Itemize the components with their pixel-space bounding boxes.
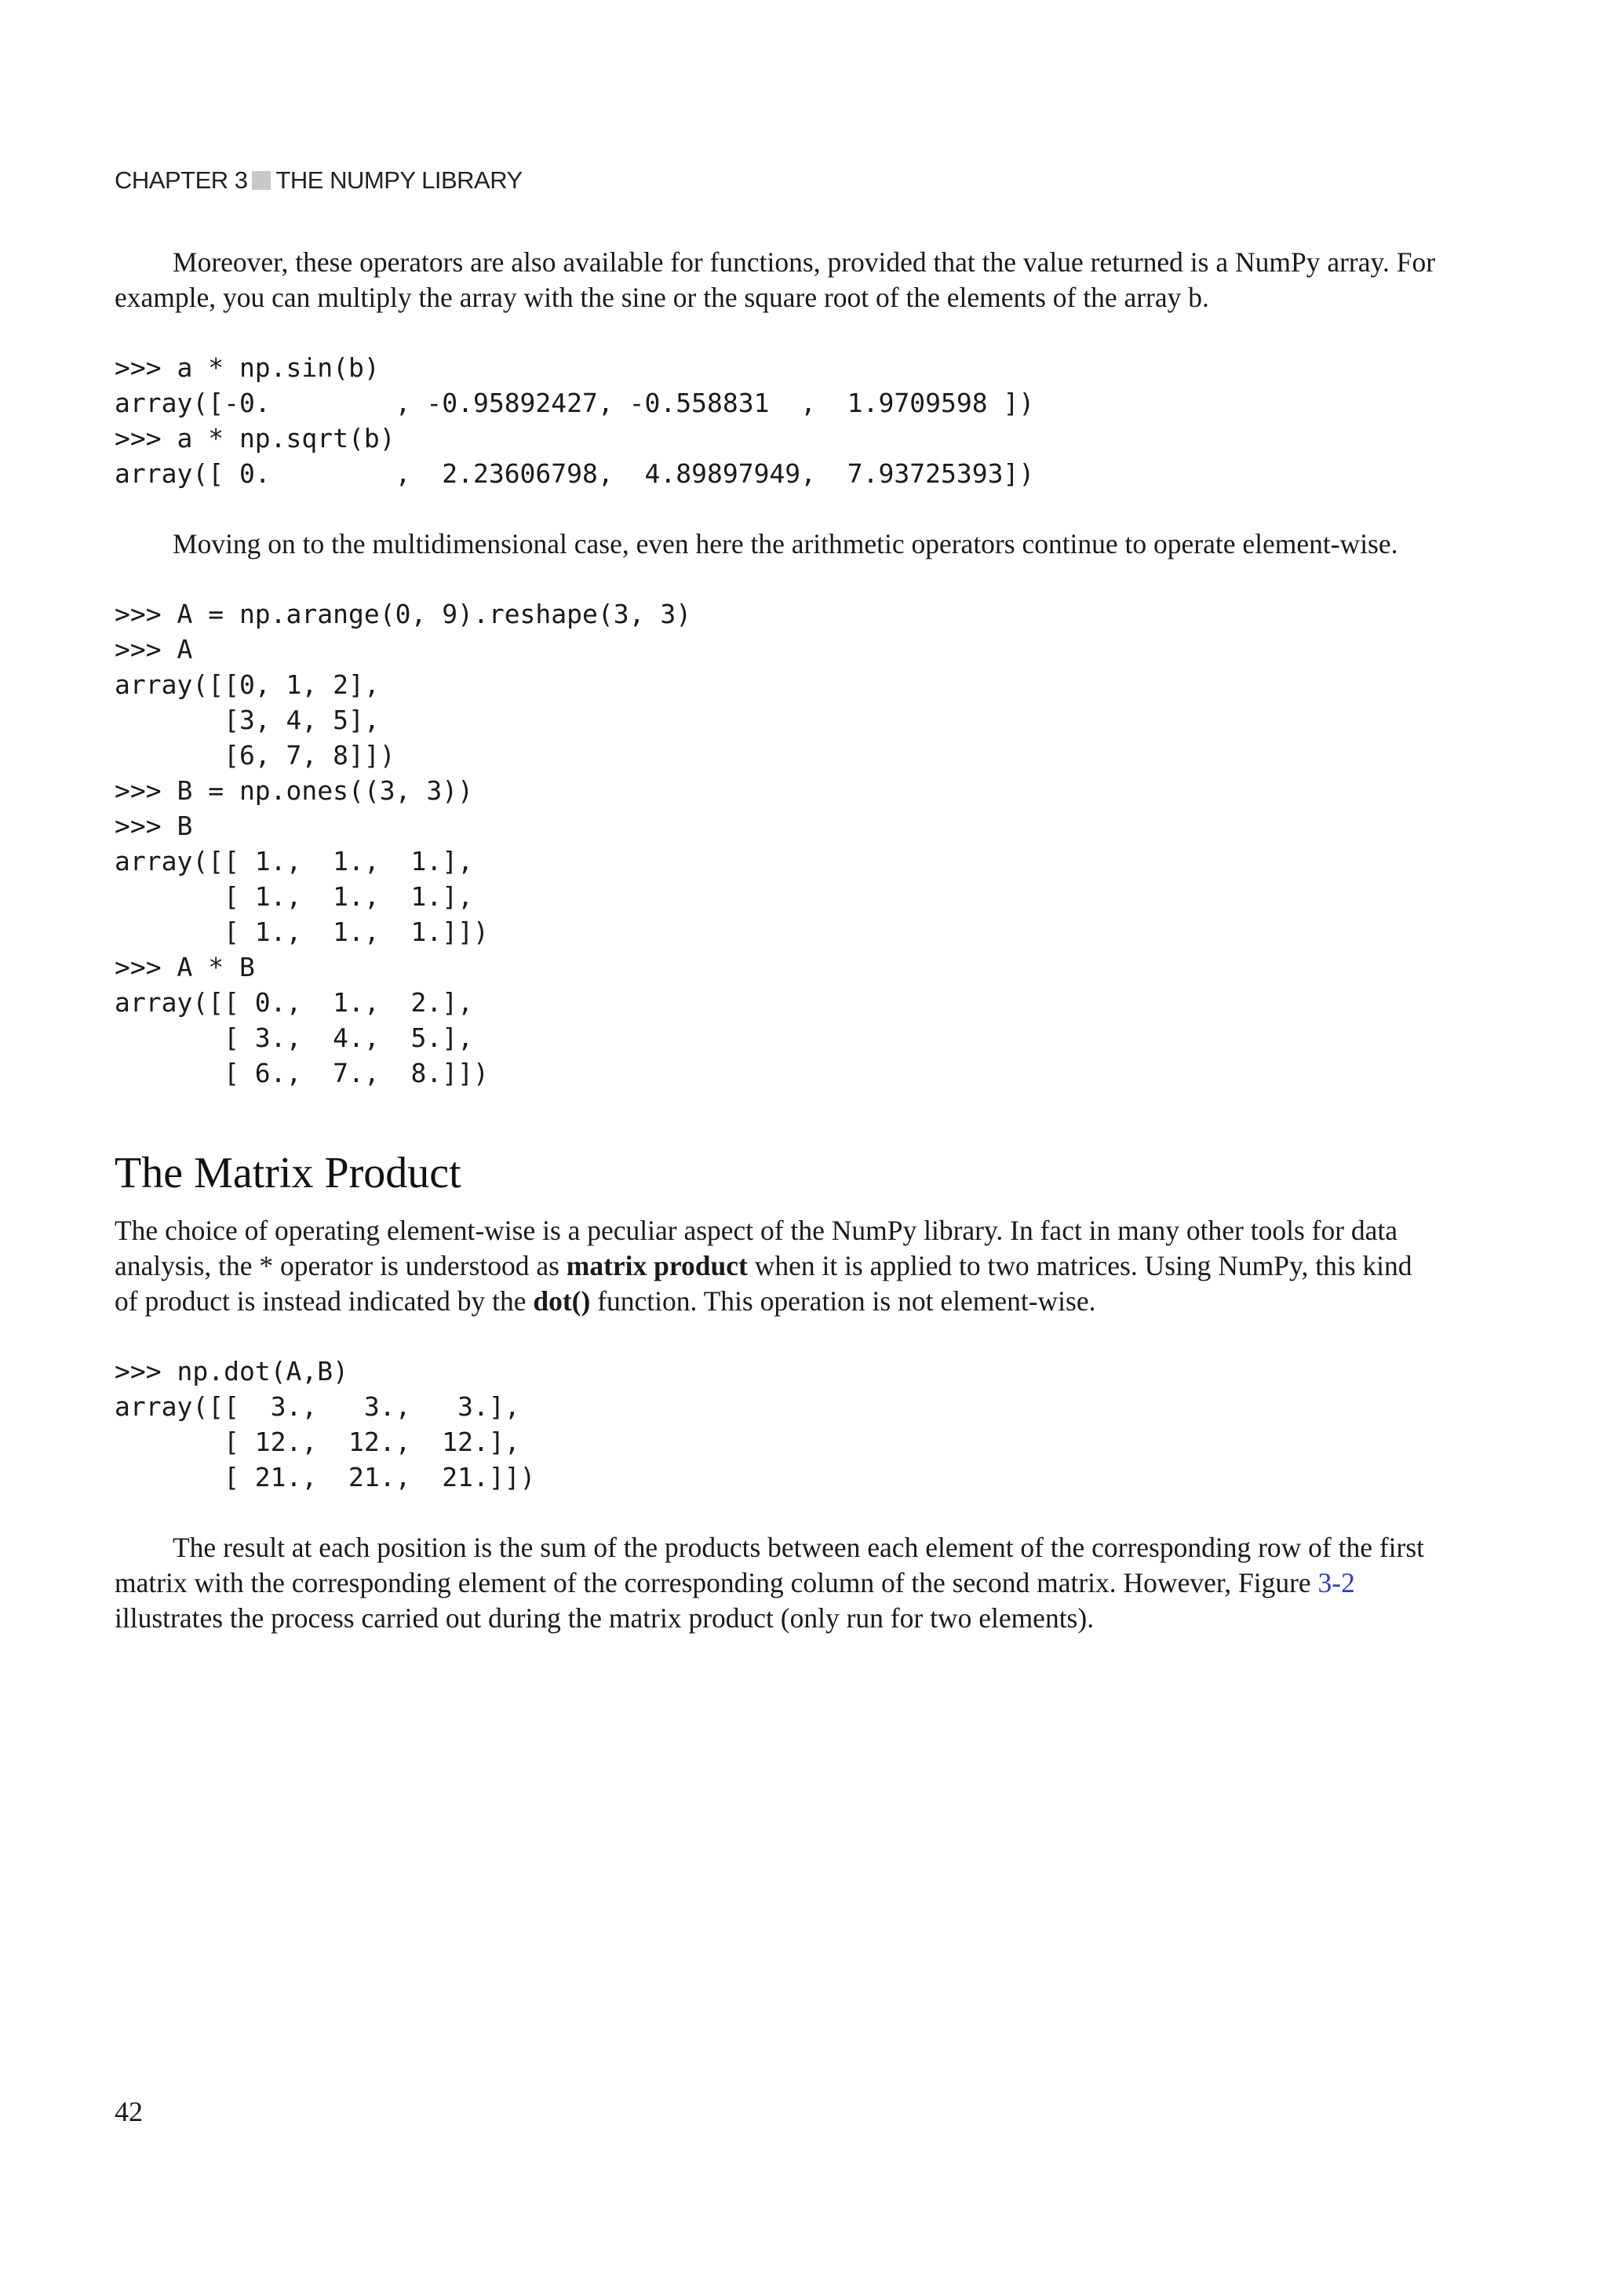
code-block-arange-ones: >>> A = np.arange(0, 9).reshape(3, 3) >>> A array([[0, 1, 2], [3, 4, 5], [6, 7, 8]]) >>> B = np.ones((3, 3)) >>> B array([[ 1., 1., 1.], [ 1., 1., 1.], [ 1., 1., 1.]]) >>> A * B array([[ 0., 1., 2.], [ 3., 4., 5.], [ 6., 7., 8.]]) (115, 599, 692, 1088)
page-content (115, 245, 1441, 1636)
text-segment: illustrates the process carried out during the matrix product (only run for two elements). (115, 1602, 1095, 1634)
section-heading: The Matrix Product (115, 1149, 461, 1197)
figure-reference-link[interactable]: 3-2 (1317, 1567, 1355, 1598)
code-block-sin-sqrt: >>> a * np.sin(b) array([-0. , -0.95892427, -0.558831 , 1.9709598 ]) >>> a * np.sqrt(b) array([ 0. , 2.23606798, 4.89897949, 7.93725393]) (115, 352, 1035, 489)
separator-square-icon (252, 171, 271, 190)
code-block-dot: >>> np.dot(A,B) array([[ 3., 3., 3.], [ 12., 12., 12.], [ 21., 21., 21.]]) (115, 1356, 536, 1492)
paragraph-functions: Moreover, these operators are also available for functions, provided that the value returned is a NumPy array. For example, you can multiply the array with the sine or the square root of the elements of the array b. (115, 246, 1436, 313)
paragraph-multidimensional: Moving on to the multidimensional case, even here the arithmetic operators continue to operate element-wise. (173, 528, 1398, 559)
term-dot-function: dot() (533, 1285, 591, 1317)
text-segment: The choice of operating element-wise is a peculiar aspect of the NumPy library. In fact in many other tools for data analysis, the * operator is understood as (115, 1215, 1398, 1281)
page-number: 42 (115, 2096, 143, 2127)
chapter-title: THE NUMPY LIBRARY (275, 166, 523, 194)
paragraph-result (115, 1530, 1441, 1636)
term-matrix-product: matrix product (566, 1250, 748, 1281)
paragraph-matrix-product (115, 1213, 1441, 1319)
running-head (115, 166, 523, 195)
text-segment: The result at each position is the sum of the products between each element of the corresponding row of the first matrix with the corresponding element of the corresponding column of the second matrix. However, Figure (115, 1532, 1425, 1598)
text-segment: when it is applied to two matrices. Using NumPy, this kind of product is instead indicated by the (115, 1250, 1412, 1317)
chapter-label: CHAPTER 3 (115, 166, 248, 194)
text-segment: function. This operation is not element-wise. (590, 1285, 1096, 1317)
